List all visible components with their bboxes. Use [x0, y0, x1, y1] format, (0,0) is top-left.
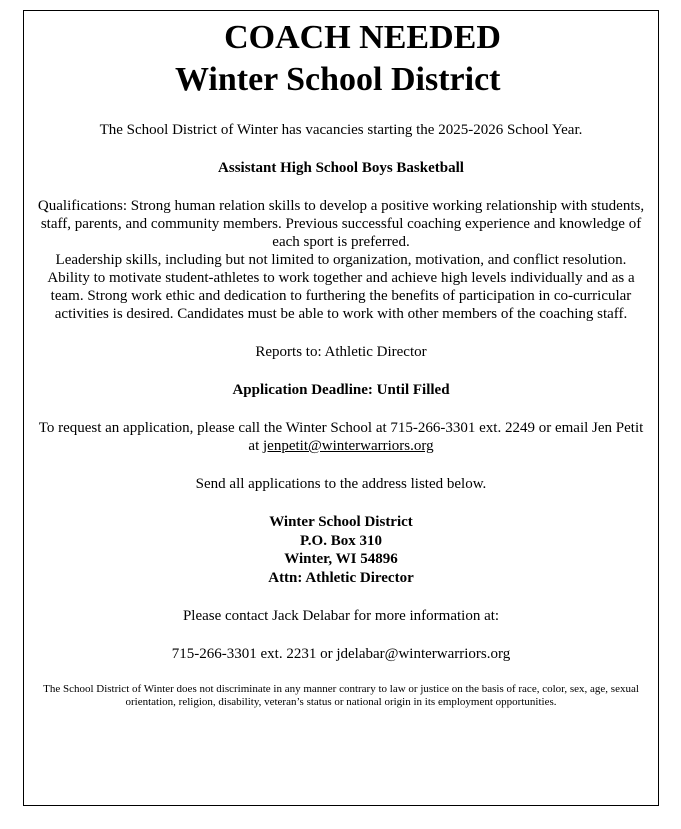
- page-subtitle: Winter School District: [175, 61, 501, 98]
- qualifications-paragraph-2: Leadership skills, including but not limited to organization, motivation, and conflict resolution. Ability to motivate student-athletes to work together and achieve high levels individually and as a team. Strong work ethic and dedication to furthering the benefits of participation in co-curricular activities is desired. Candidates must be able to work with other members of the coaching staff.: [47, 252, 635, 322]
- intro-text: The School District of Winter has vacancies starting the 2025-2026 School Year.: [99, 122, 583, 138]
- send-instructions: Send all applications to the address listed below.: [195, 476, 487, 492]
- reports-to: Reports to: Athletic Director: [255, 344, 427, 360]
- address-line: Winter School District: [269, 514, 413, 530]
- request-paragraph: [33, 419, 649, 455]
- request-text: To request an application, please call the Winter School at 715-266-3301 ext. 2249 or email Jen Petit at: [38, 420, 644, 454]
- mailing-address: [33, 513, 649, 587]
- contact-text: Please contact Jack Delabar for more information at:: [182, 608, 500, 624]
- address-line: P.O. Box 310: [300, 532, 382, 549]
- page-title: COACH NEEDED: [224, 19, 501, 56]
- address-line: Attn: Athletic Director: [268, 569, 414, 586]
- contact-info: 715-266-3301 ext. 2231 or jdelabar@winterwarriors.org: [171, 646, 511, 662]
- email-link[interactable]: jenpetit@winterwarriors.org: [263, 438, 434, 454]
- position-title: Assistant High School Boys Basketball: [218, 160, 464, 176]
- application-deadline: Application Deadline: Until Filled: [232, 382, 450, 398]
- qualifications-paragraph-1: Qualifications: Strong human relation skills to develop a positive working relationship with students, staff, parents, and community members. Previous successful coaching experience and knowledge of each sport is preferred.: [37, 198, 645, 250]
- address-line: Winter, WI 54896: [284, 551, 398, 567]
- disclaimer: The School District of Winter does not discriminate in any manner contrary to law or justice on the basis of race, color, sex, age, sexual orientation, religion, disability, veteran’s status or national origin in its employment opportunities.: [43, 683, 639, 708]
- flyer-body: [33, 121, 649, 709]
